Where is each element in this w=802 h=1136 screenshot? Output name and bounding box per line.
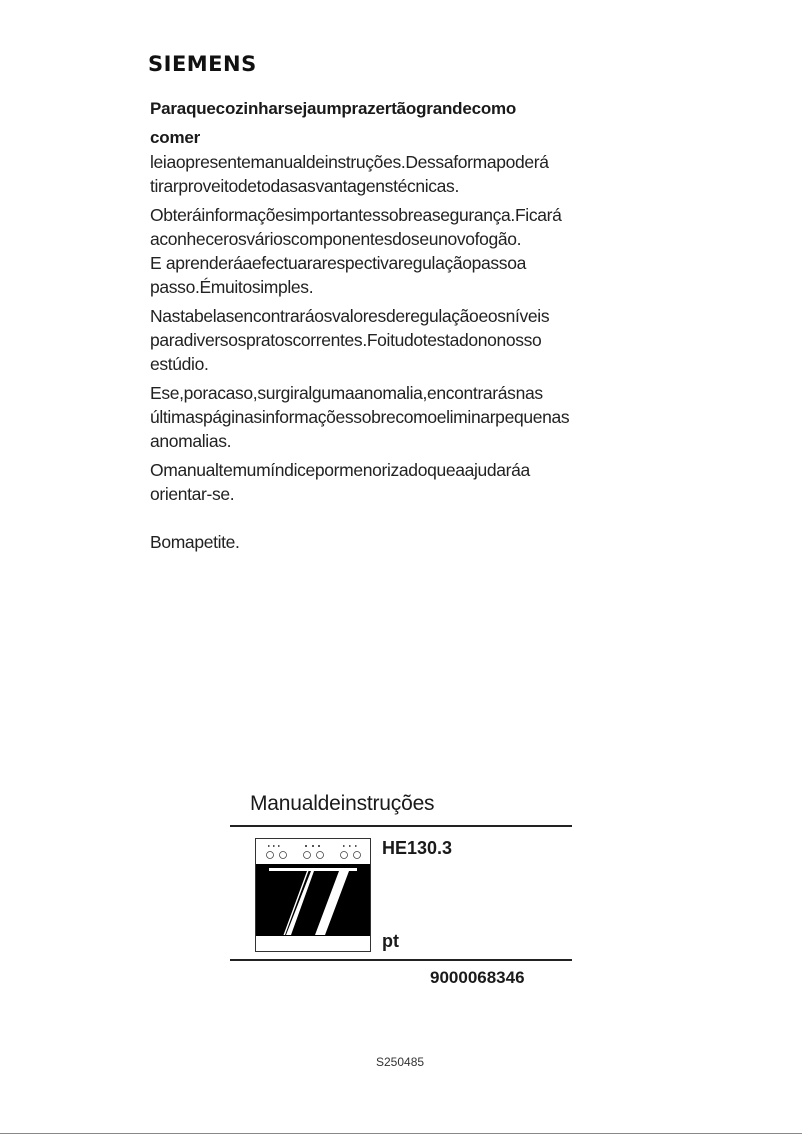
- text-line: estúdio.: [150, 354, 209, 374]
- text-line: Nastabelasencontraráosvaloresderegulaçãoeosníveis: [150, 306, 550, 326]
- manual-title: Manualdeinstruções: [250, 792, 435, 815]
- page-edge-line: [0, 1133, 802, 1134]
- text-line: Obteráinformaçõesimportantessobreasegurança.Ficará: [150, 205, 562, 225]
- text-line: aconhecerosvárioscomponentesdoseunovofogão.: [150, 229, 522, 249]
- document-code: S250485: [376, 1055, 425, 1069]
- divider: [230, 959, 572, 961]
- paragraph: [150, 203, 569, 299]
- paragraph: [150, 458, 569, 506]
- intro-body: [150, 150, 569, 559]
- part-number: 9000068346: [430, 968, 525, 987]
- text-line: anomalias.: [150, 431, 232, 451]
- oven-illustration: [255, 838, 371, 952]
- text-line: leiaopresentemanualdeinstruções.Dessaformapoderá: [150, 152, 549, 172]
- paragraph: [150, 381, 569, 453]
- siemens-logo: SIEMENS: [148, 52, 257, 76]
- paragraph: [150, 150, 569, 198]
- text-line: tirarproveitodetodasasvantagenstécnicas.: [150, 176, 459, 196]
- intro-heading: [150, 94, 516, 152]
- text-line: Omanualtemumíndicepormenorizadoqueaajudaráa: [150, 460, 530, 480]
- text-line: E aprenderáaefectuararespectivaregulaçãopassoa: [150, 253, 526, 273]
- text-line: paradiversospratoscorrentes.Foitudotestadononosso: [150, 330, 542, 350]
- divider: [230, 825, 572, 827]
- heading-line: comer: [150, 128, 201, 147]
- paragraph: [150, 304, 569, 376]
- text-line: Ese,poracaso,surgiralgumaanomalia,encontrarásnas: [150, 383, 543, 403]
- language-code: pt: [382, 931, 399, 951]
- heading-line: Paraquecozinharsejaumprazertãograndecomo: [150, 99, 517, 118]
- model-number: HE130.3: [382, 838, 453, 858]
- text-line: passo.Émuitosimples.: [150, 277, 314, 297]
- text-line: últimaspáginasinformaçõessobrecomoeliminarpequenas: [150, 407, 570, 427]
- signoff: Bomapetite.: [150, 532, 240, 552]
- text-line: orientar-se.: [150, 484, 235, 504]
